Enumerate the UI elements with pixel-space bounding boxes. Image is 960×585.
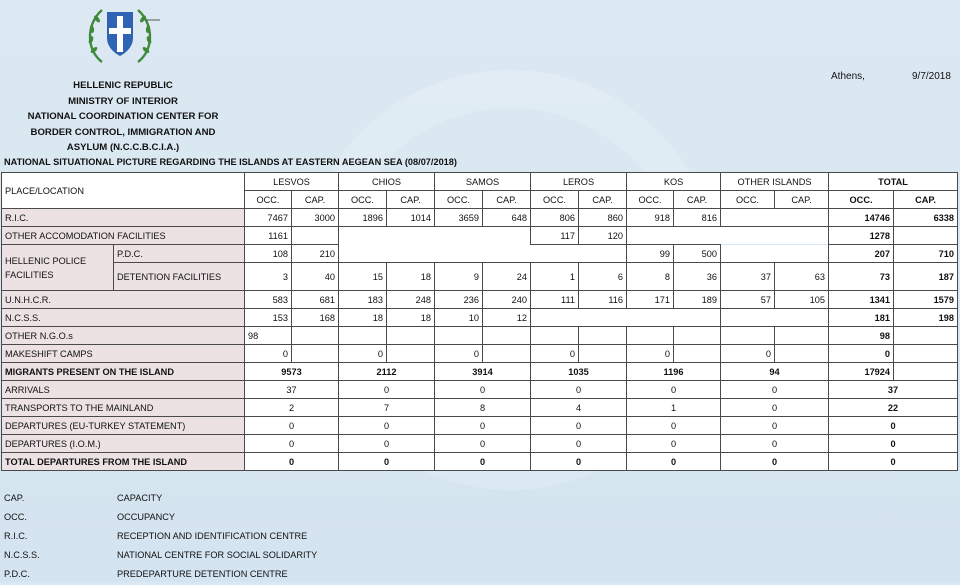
cell: 236 bbox=[435, 291, 483, 309]
cell: 108 bbox=[245, 245, 292, 263]
cell bbox=[579, 327, 627, 345]
cell: 120 bbox=[579, 227, 627, 245]
cell: 0 bbox=[339, 417, 435, 435]
row-label: R.I.C. bbox=[2, 209, 245, 227]
cell: 1896 bbox=[339, 209, 387, 227]
cell: 153 bbox=[245, 309, 292, 327]
cell: 860 bbox=[579, 209, 627, 227]
cell: 0 bbox=[721, 453, 829, 471]
cell: 918 bbox=[627, 209, 674, 227]
row-label: MIGRANTS PRESENT ON THE ISLAND bbox=[2, 363, 245, 381]
cell: 99 bbox=[627, 245, 674, 263]
cell: 3914 bbox=[435, 363, 531, 381]
cell: 7 bbox=[339, 399, 435, 417]
cell: 248 bbox=[387, 291, 435, 309]
table-row bbox=[2, 309, 958, 327]
cell bbox=[387, 327, 435, 345]
cell: 0 bbox=[531, 381, 627, 399]
cell: 0 bbox=[245, 435, 339, 453]
cell: 210 bbox=[292, 245, 339, 263]
cap-header: CAP. bbox=[579, 191, 627, 209]
cell: 7467 bbox=[245, 209, 292, 227]
cell: 183 bbox=[339, 291, 387, 309]
cell: 0 bbox=[721, 399, 829, 417]
cell: 1014 bbox=[387, 209, 435, 227]
cell bbox=[674, 345, 721, 363]
authority-line: BORDER CONTROL, IMMIGRATION AND bbox=[30, 126, 216, 138]
cell: 0 bbox=[531, 417, 627, 435]
table-row bbox=[2, 209, 958, 227]
situational-table bbox=[1, 172, 958, 471]
total-occ-cell: 181 bbox=[829, 309, 894, 327]
cell bbox=[531, 327, 579, 345]
cell bbox=[292, 327, 339, 345]
cell bbox=[387, 345, 435, 363]
island-header: LESVOS bbox=[245, 173, 339, 191]
cell: 0 bbox=[627, 453, 721, 471]
cell: 681 bbox=[292, 291, 339, 309]
cell: 24 bbox=[483, 263, 531, 291]
total-occ-cell: 1341 bbox=[829, 291, 894, 309]
cell: 171 bbox=[627, 291, 674, 309]
cell: 0 bbox=[245, 417, 339, 435]
cell bbox=[775, 345, 829, 363]
island-header: OTHER ISLANDS bbox=[721, 173, 829, 191]
cell: 18 bbox=[339, 309, 387, 327]
legend-full: PREDEPARTURE DETENTION CENTRE bbox=[117, 569, 288, 579]
total-cap-cell: 710 bbox=[894, 245, 958, 263]
page-title: NATIONAL SITUATIONAL PICTURE REGARDING THE ISLANDS AT EASTERN AEGEAN SEA (08/07/2018) bbox=[4, 157, 457, 167]
cap-header: CAP. bbox=[292, 191, 339, 209]
cell: 10 bbox=[435, 309, 483, 327]
cap-header: CAP. bbox=[775, 191, 829, 209]
legend-abbr: OCC. bbox=[4, 512, 27, 522]
cell: 240 bbox=[483, 291, 531, 309]
cell: 0 bbox=[721, 381, 829, 399]
table-row bbox=[2, 417, 958, 435]
table-row bbox=[2, 291, 958, 309]
cell: 0 bbox=[435, 381, 531, 399]
cell: 0 bbox=[435, 417, 531, 435]
occ-header: OCC. bbox=[829, 191, 894, 209]
cap-header: CAP. bbox=[894, 191, 958, 209]
cell: 9573 bbox=[245, 363, 339, 381]
cell: 0 bbox=[435, 453, 531, 471]
row-sublabel: DETENTION FACILITIES bbox=[114, 263, 245, 291]
cell: 18 bbox=[387, 263, 435, 291]
cell: 0 bbox=[627, 381, 721, 399]
cell bbox=[894, 327, 958, 345]
row-label: TOTAL DEPARTURES FROM THE ISLAND bbox=[2, 453, 245, 471]
total-occ-cell: 207 bbox=[829, 245, 894, 263]
cell: 4 bbox=[531, 399, 627, 417]
cell bbox=[292, 227, 339, 245]
cell: 1 bbox=[627, 399, 721, 417]
table-row bbox=[2, 381, 958, 399]
cell bbox=[339, 327, 387, 345]
cell: 0 bbox=[627, 417, 721, 435]
greek-coat-of-arms-icon bbox=[80, 4, 160, 68]
authority-line: NATIONAL COORDINATION CENTER FOR bbox=[27, 111, 219, 123]
cell: 0 bbox=[339, 435, 435, 453]
legend-abbr: N.C.S.S. bbox=[4, 550, 40, 560]
legend-full: CAPACITY bbox=[117, 493, 163, 503]
cell: 0 bbox=[339, 345, 387, 363]
place: Athens, bbox=[831, 71, 865, 82]
authority-line: MINISTRY OF INTERIOR bbox=[68, 95, 178, 107]
cell: 94 bbox=[721, 363, 829, 381]
legend-full: RECEPTION AND IDENTIFICATION CENTRE bbox=[117, 531, 308, 541]
row-label: MAKESHIFT CAMPS bbox=[2, 345, 245, 363]
legend-abbr: R.I.C. bbox=[4, 531, 28, 541]
cell: 0 bbox=[531, 345, 579, 363]
cell: 1 bbox=[531, 263, 579, 291]
total-cell: 37 bbox=[829, 381, 958, 399]
cell: 0 bbox=[721, 345, 775, 363]
cell: 0 bbox=[339, 381, 435, 399]
legend-full: NATIONAL CENTRE FOR SOCIAL SOLIDARITY bbox=[117, 550, 318, 560]
cell: 111 bbox=[531, 291, 579, 309]
cell: 0 bbox=[531, 435, 627, 453]
cell: 8 bbox=[435, 399, 531, 417]
cell bbox=[579, 345, 627, 363]
total-cell: 0 bbox=[829, 417, 958, 435]
cell: 1161 bbox=[245, 227, 292, 245]
cell: 0 bbox=[435, 435, 531, 453]
total-occ-cell: 0 bbox=[829, 345, 894, 363]
cell bbox=[483, 345, 531, 363]
cell bbox=[292, 345, 339, 363]
total-cell: 0 bbox=[829, 435, 958, 453]
cell bbox=[721, 245, 829, 263]
table-row bbox=[2, 327, 958, 345]
table-row bbox=[2, 363, 958, 381]
authority-line: ASYLUM (N.C.C.B.C.I.A.) bbox=[66, 142, 180, 154]
cell: 57 bbox=[721, 291, 775, 309]
table-row bbox=[2, 399, 958, 417]
occ-header: OCC. bbox=[721, 191, 775, 209]
total-occ-cell: 14746 bbox=[829, 209, 894, 227]
date: 9/7/2018 bbox=[912, 71, 951, 82]
authority-line: HELLENIC REPUBLIC bbox=[73, 80, 173, 91]
cell bbox=[627, 327, 674, 345]
cell: 189 bbox=[674, 291, 721, 309]
cell bbox=[339, 245, 627, 263]
cell: 8 bbox=[627, 263, 674, 291]
cell: 116 bbox=[579, 291, 627, 309]
cell: 0 bbox=[721, 435, 829, 453]
table-row bbox=[2, 453, 958, 471]
row-label: OTHER ACCOMODATION FACILITIES bbox=[2, 227, 245, 245]
island-header: KOS bbox=[627, 173, 721, 191]
cell bbox=[531, 309, 721, 327]
cell: 0 bbox=[435, 345, 483, 363]
cell: 816 bbox=[674, 209, 721, 227]
table-row bbox=[2, 435, 958, 453]
occ-header: OCC. bbox=[435, 191, 483, 209]
cell: 63 bbox=[775, 263, 829, 291]
legend-abbr: P.D.C. bbox=[4, 569, 30, 579]
table-header-row bbox=[2, 173, 958, 191]
cell bbox=[627, 227, 829, 245]
cell: 15 bbox=[339, 263, 387, 291]
cell: 0 bbox=[531, 453, 627, 471]
cell: 0 bbox=[339, 453, 435, 471]
row-sublabel: P.D.C. bbox=[114, 245, 245, 263]
legend-abbr: CAP. bbox=[4, 493, 25, 503]
cell: 105 bbox=[775, 291, 829, 309]
cell: 648 bbox=[483, 209, 531, 227]
cell bbox=[775, 327, 829, 345]
row-label: OTHER N.G.O.s bbox=[2, 327, 245, 345]
total-occ-cell: 98 bbox=[829, 327, 894, 345]
table-row bbox=[2, 345, 958, 363]
cap-header: CAP. bbox=[483, 191, 531, 209]
total-cap-cell: 6338 bbox=[894, 209, 958, 227]
table-row bbox=[2, 227, 958, 245]
island-header: LEROS bbox=[531, 173, 627, 191]
cell bbox=[483, 327, 531, 345]
cell: 6 bbox=[579, 263, 627, 291]
cell bbox=[339, 227, 531, 245]
total-cap-cell: 198 bbox=[894, 309, 958, 327]
occ-header: OCC. bbox=[245, 191, 292, 209]
cell: 3000 bbox=[292, 209, 339, 227]
cell: 0 bbox=[721, 417, 829, 435]
table-row bbox=[2, 245, 958, 263]
total-cap-cell: 1579 bbox=[894, 291, 958, 309]
total-cap-cell: 187 bbox=[894, 263, 958, 291]
cell: 583 bbox=[245, 291, 292, 309]
cell: 2112 bbox=[339, 363, 435, 381]
cell: 3659 bbox=[435, 209, 483, 227]
total-header: TOTAL bbox=[829, 173, 958, 191]
table-row bbox=[2, 263, 958, 291]
cell: 0 bbox=[245, 345, 292, 363]
cap-header: CAP. bbox=[674, 191, 721, 209]
cell bbox=[894, 363, 958, 381]
row-label: HELLENIC POLICE FACILITIES bbox=[2, 245, 114, 291]
cell bbox=[721, 209, 829, 227]
total-occ-cell: 1278 bbox=[829, 227, 894, 245]
row-label: U.N.H.C.R. bbox=[2, 291, 245, 309]
cell bbox=[721, 327, 775, 345]
total-occ-cell: 73 bbox=[829, 263, 894, 291]
cell: 500 bbox=[674, 245, 721, 263]
total-cell: 17924 bbox=[829, 363, 894, 381]
issuing-authority bbox=[0, 78, 246, 156]
legend-full: OCCUPANCY bbox=[117, 512, 176, 522]
cell: 3 bbox=[245, 263, 292, 291]
cell: 12 bbox=[483, 309, 531, 327]
total-cell: 22 bbox=[829, 399, 958, 417]
cell: 0 bbox=[245, 453, 339, 471]
cell bbox=[894, 227, 958, 245]
cell: 36 bbox=[674, 263, 721, 291]
row-label: ARRIVALS bbox=[2, 381, 245, 399]
cell bbox=[721, 309, 829, 327]
row-label: N.C.S.S. bbox=[2, 309, 245, 327]
cell: 0 bbox=[627, 345, 674, 363]
row-label: DEPARTURES (I.O.M.) bbox=[2, 435, 245, 453]
cell: 2 bbox=[245, 399, 339, 417]
cap-header: CAP. bbox=[387, 191, 435, 209]
cell: 37 bbox=[245, 381, 339, 399]
cell: 9 bbox=[435, 263, 483, 291]
cell: 98 bbox=[245, 327, 292, 345]
total-cell: 0 bbox=[829, 453, 958, 471]
cell: 168 bbox=[292, 309, 339, 327]
cell: 1196 bbox=[627, 363, 721, 381]
occ-header: OCC. bbox=[339, 191, 387, 209]
cell: 0 bbox=[627, 435, 721, 453]
cell: 1035 bbox=[531, 363, 627, 381]
occ-header: OCC. bbox=[627, 191, 674, 209]
row-label: TRANSPORTS TO THE MAINLAND bbox=[2, 399, 245, 417]
cell: 806 bbox=[531, 209, 579, 227]
island-header: SAMOS bbox=[435, 173, 531, 191]
cell: 40 bbox=[292, 263, 339, 291]
occ-header: OCC. bbox=[531, 191, 579, 209]
cell: 18 bbox=[387, 309, 435, 327]
island-header: CHIOS bbox=[339, 173, 435, 191]
cell bbox=[435, 327, 483, 345]
cell bbox=[674, 327, 721, 345]
cell bbox=[894, 345, 958, 363]
cell: 117 bbox=[531, 227, 579, 245]
cell: 37 bbox=[721, 263, 775, 291]
row-label: DEPARTURES (EU-TURKEY STATEMENT) bbox=[2, 417, 245, 435]
place-header: PLACE/LOCATION bbox=[2, 173, 245, 209]
